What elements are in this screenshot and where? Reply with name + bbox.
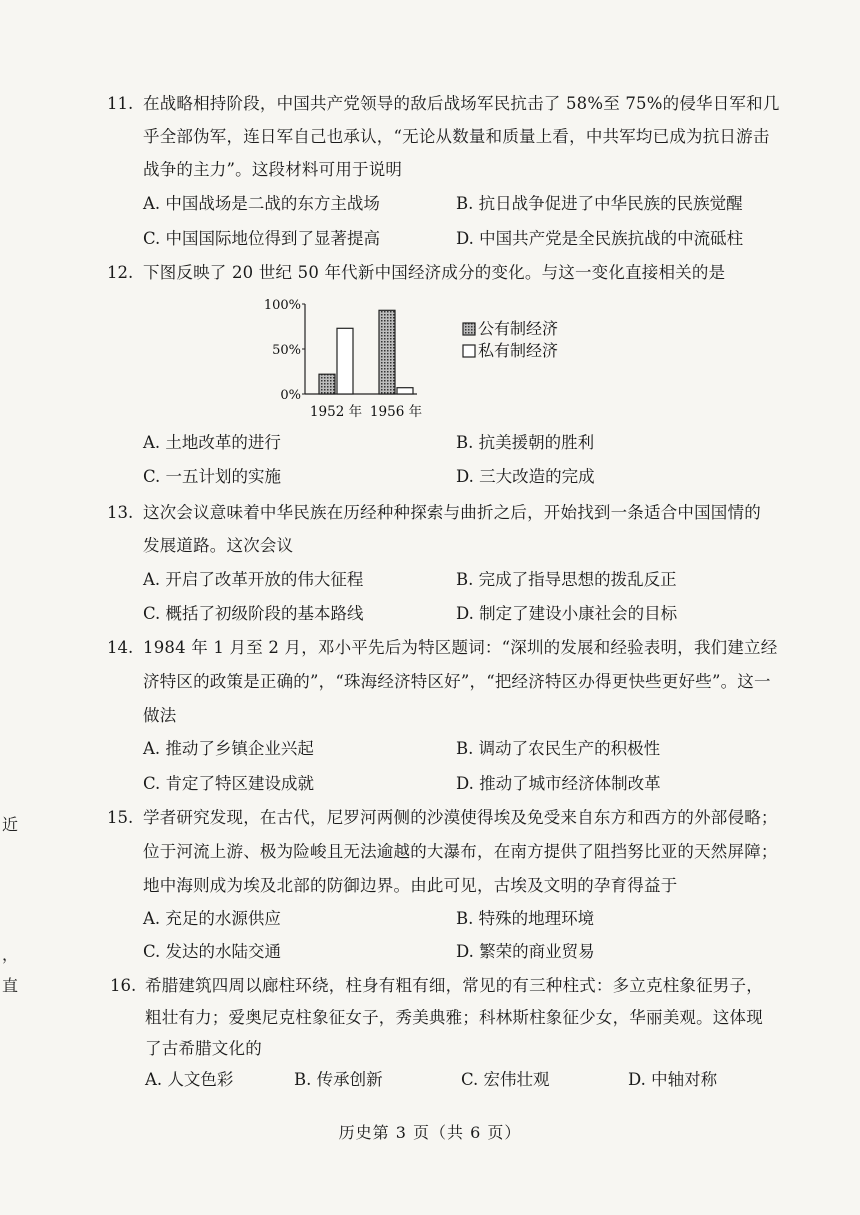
question-text: 学者研究发现，在古代，尼罗河两侧的沙漠使得埃及免受来自东方和西方的外部侵略； [143, 808, 778, 827]
option-c[interactable]: C. 宏伟壮观 [461, 1070, 550, 1089]
edge-fragment: ， [2, 945, 19, 964]
option-a[interactable]: A. 土地改革的进行 [143, 433, 281, 452]
question-text: 战争的主力”。这段材料可用于说明 [143, 160, 403, 179]
legend-label: 公有制经济 [478, 319, 559, 338]
edge-fragment: 直 [2, 976, 19, 995]
option-c[interactable]: C. 发达的水陆交通 [143, 942, 282, 961]
question-text: 粗壮有力；爱奥尼克柱象征女子，秀美典雅；科林斯柱象征少女，华丽美观。这体现 [145, 1008, 763, 1027]
option-b[interactable]: B. 抗日战争促进了中华民族的民族觉醒 [456, 194, 743, 213]
question-number: 13. [107, 503, 134, 522]
economy-bar-chart [255, 290, 615, 425]
question-number: 15. [107, 808, 134, 827]
option-a[interactable]: A. 中国战场是二战的东方主战场 [143, 194, 380, 213]
question-text: 乎全部伪军，连日军自己也承认，“无论从数量和质量上看，中共军均已成为抗日游击 [143, 127, 770, 146]
page-footer: 历史第 3 页（共 6 页） [338, 1123, 522, 1142]
question-number: 14. [107, 638, 134, 657]
question-text: 这次会议意味着中华民族在历经种种探索与曲折之后，开始找到一条适合中国国情的 [143, 503, 761, 522]
y-tick-label: 0% [280, 388, 301, 403]
bar-private-0 [337, 328, 353, 394]
option-c[interactable]: C. 一五计划的实施 [143, 467, 282, 486]
option-a[interactable]: A. 推动了乡镇企业兴起 [143, 739, 314, 758]
question-text: 1984 年 1 月至 2 月，邓小平先后为特区题词：“深圳的发展和经验表明，我们建立经 [143, 638, 778, 657]
bar-public-0 [319, 374, 335, 394]
question-text: 位于河流上游、极为险峻且无法逾越的大瀑布，在南方提供了阻挡努比亚的天然屏障； [143, 842, 778, 861]
option-b[interactable]: B. 抗美援朝的胜利 [456, 433, 595, 452]
bar-private-1 [397, 388, 413, 394]
y-tick-label: 50% [272, 343, 301, 358]
question-text: 济特区的政策是正确的”，“珠海经济特区好”，“把经济特区办得更快些更好些”。这一 [143, 672, 771, 691]
option-d[interactable]: D. 三大改造的完成 [456, 467, 595, 486]
question-text: 下图反映了 20 世纪 50 年代新中国经济成分的变化。与这一变化直接相关的是 [143, 263, 726, 282]
option-d[interactable]: D. 繁荣的商业贸易 [456, 942, 595, 961]
legend-swatch [463, 345, 475, 357]
legend-swatch [463, 323, 475, 335]
y-tick-label: 100% [263, 298, 301, 313]
question-number: 16. [110, 976, 137, 995]
question-number: 11. [107, 94, 134, 113]
question-text: 地中海则成为埃及北部的防御边界。由此可见，古埃及文明的孕育得益于 [143, 876, 678, 895]
option-d[interactable]: D. 中轴对称 [628, 1070, 718, 1089]
question-text: 做法 [143, 706, 177, 725]
question-number: 12. [107, 263, 134, 282]
x-tick-label: 1956 年 [369, 404, 423, 420]
option-d[interactable]: D. 制定了建设小康社会的目标 [456, 604, 678, 623]
question-text: 了古希腊文化的 [145, 1039, 262, 1058]
option-a[interactable]: A. 开启了改革开放的伟大征程 [143, 570, 364, 589]
option-b[interactable]: B. 调动了农民生产的积极性 [456, 739, 661, 758]
bar-public-1 [379, 310, 395, 394]
option-d[interactable]: D. 推动了城市经济体制改革 [456, 774, 661, 793]
option-b[interactable]: B. 传承创新 [294, 1070, 383, 1089]
question-text: 希腊建筑四周以廊柱环绕，柱身有粗有细，常见的有三种柱式：多立克柱象征男子， [145, 976, 763, 995]
legend-label: 私有制经济 [478, 341, 559, 360]
option-b[interactable]: B. 完成了指导思想的拨乱反正 [456, 570, 677, 589]
option-d[interactable]: D. 中国共产党是全民族抗战的中流砥柱 [456, 229, 744, 248]
option-b[interactable]: B. 特殊的地理环境 [456, 909, 595, 928]
option-c[interactable]: C. 概括了初级阶段的基本路线 [143, 604, 364, 623]
question-text: 在战略相持阶段，中国共产党领导的敌后战场军民抗击了 58%至 75%的侵华日军和几 [143, 94, 780, 113]
edge-fragment: 近 [2, 815, 19, 834]
option-a[interactable]: A. 人文色彩 [145, 1070, 234, 1089]
question-text: 发展道路。这次会议 [143, 536, 294, 555]
x-tick-label: 1952 年 [309, 404, 363, 420]
option-c[interactable]: C. 中国国际地位得到了显著提高 [143, 229, 381, 248]
option-c[interactable]: C. 肯定了特区建设成就 [143, 774, 315, 793]
option-a[interactable]: A. 充足的水源供应 [143, 909, 281, 928]
